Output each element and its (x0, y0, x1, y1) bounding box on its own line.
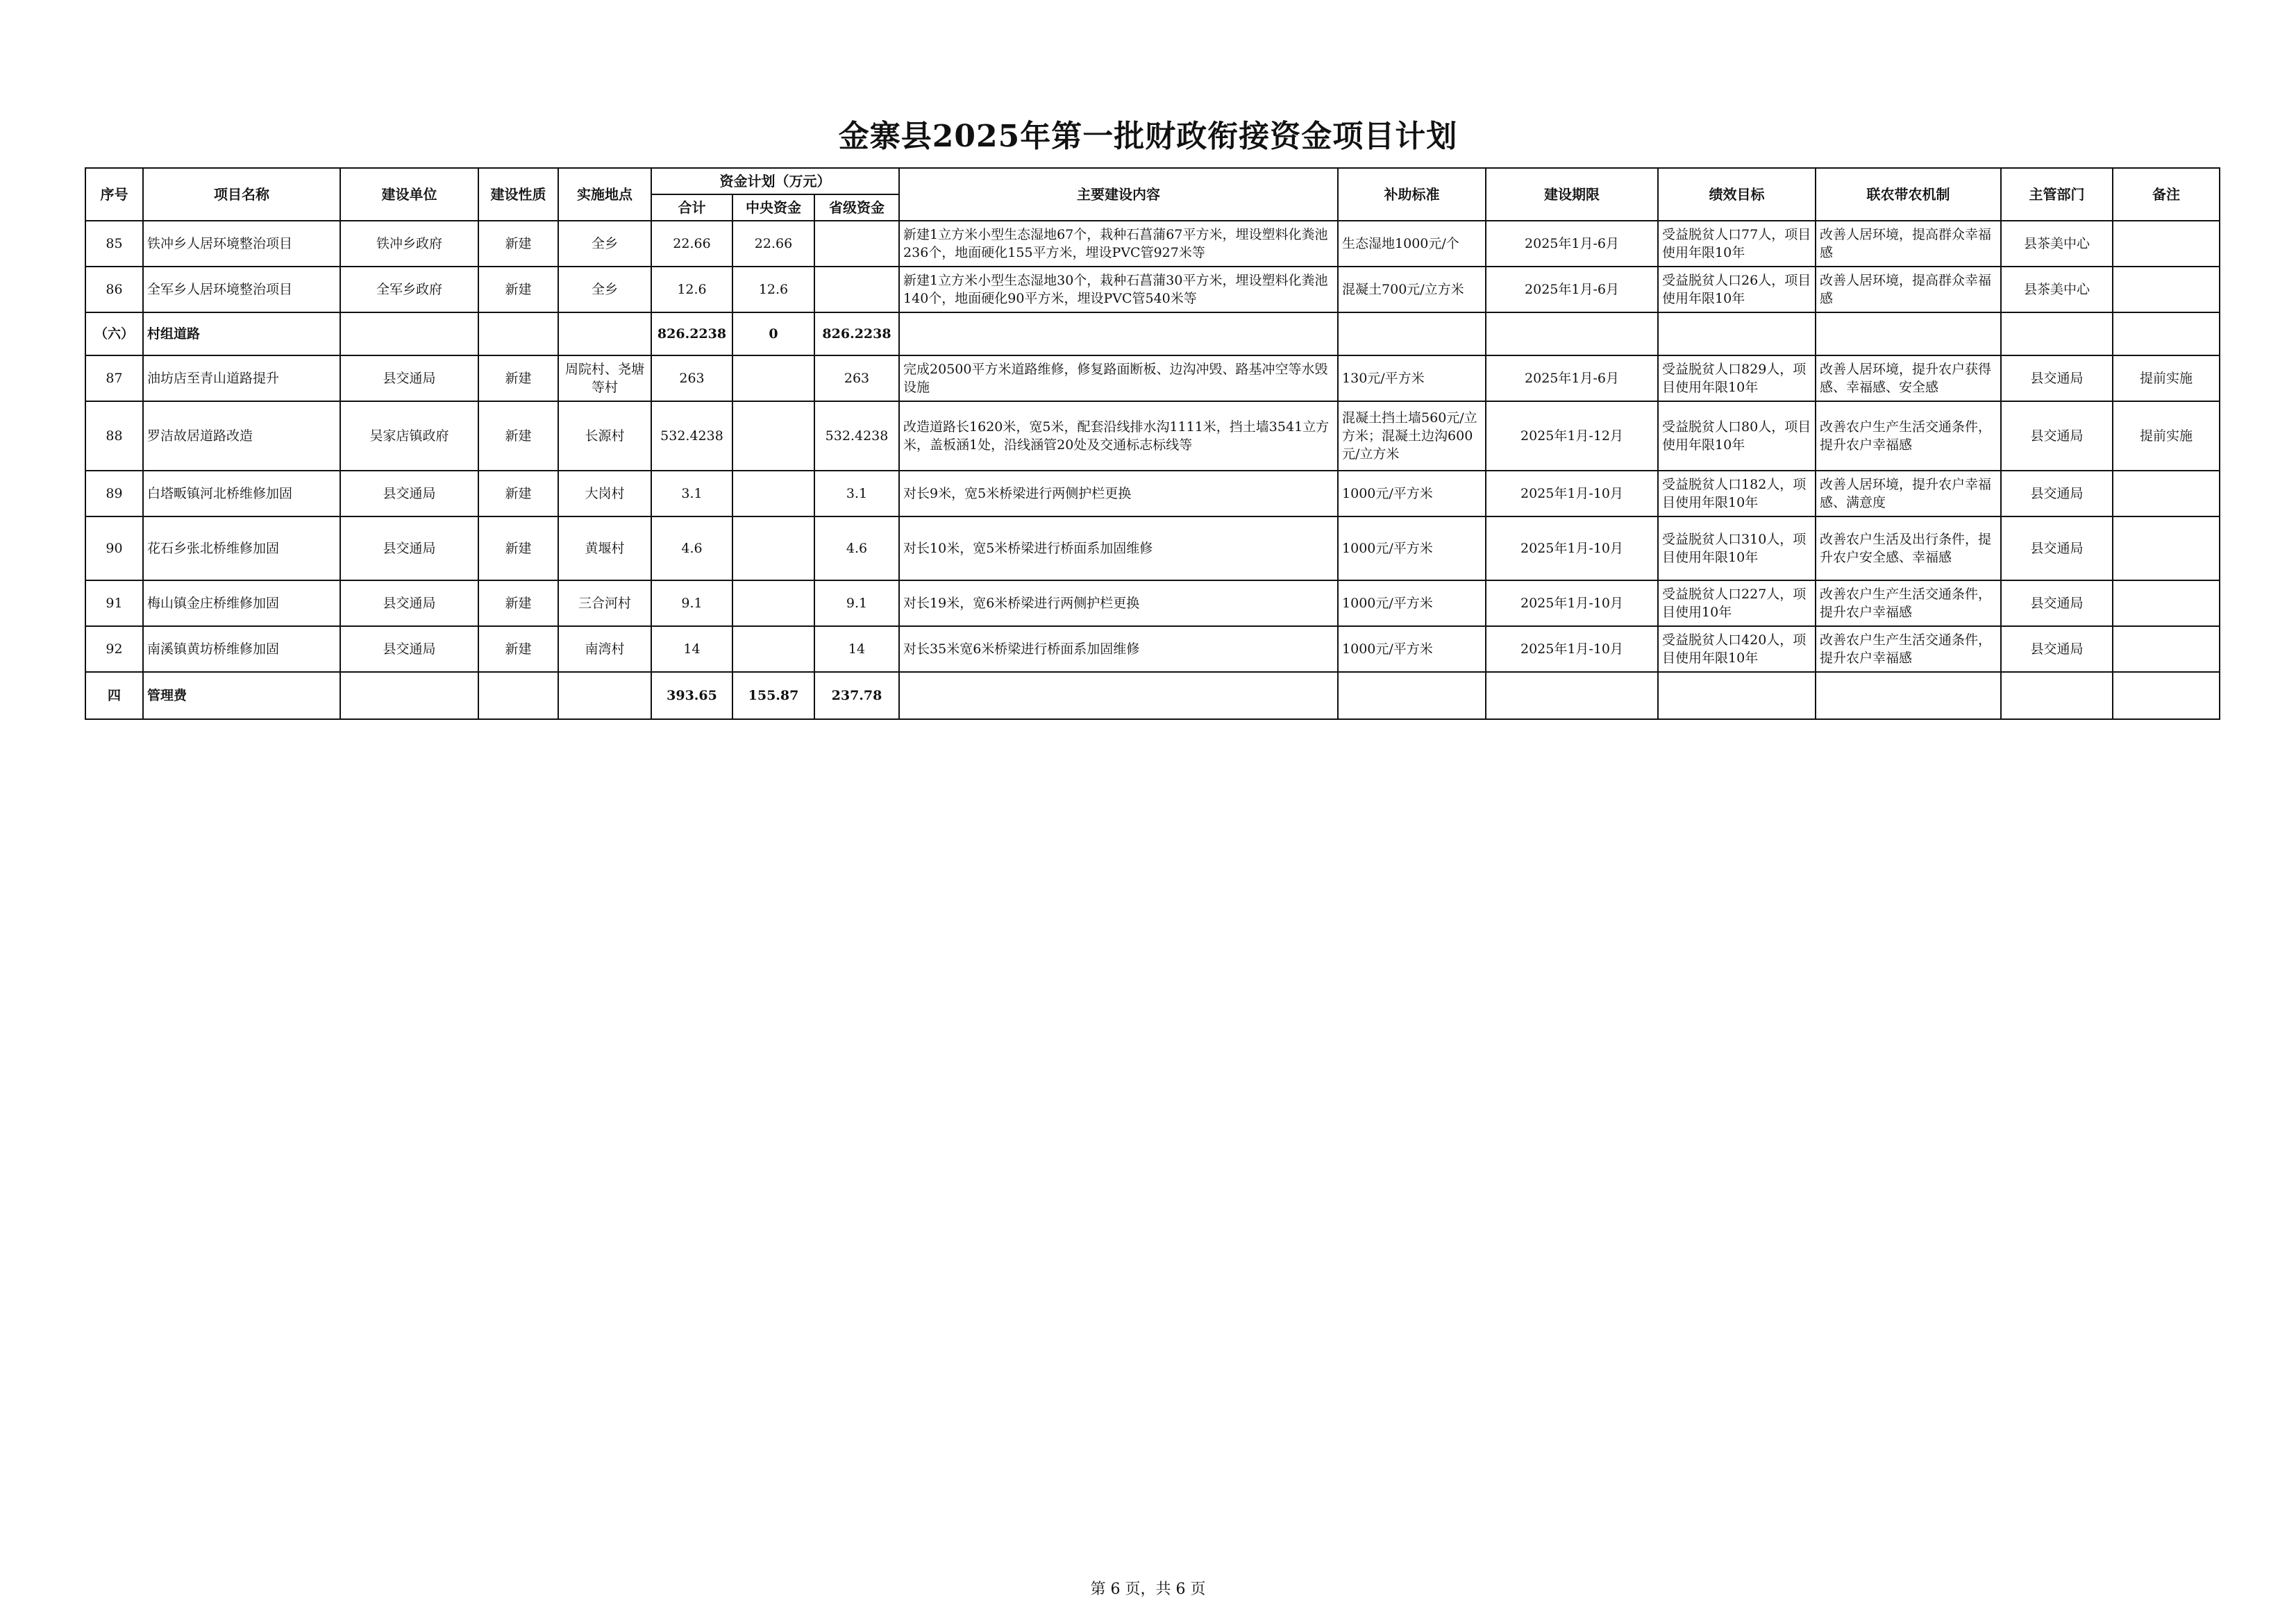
cell-provincial: 263 (814, 355, 899, 401)
cell-content: 新建1立方米小型生态湿地30个，栽种石菖蒲30平方米，埋设塑料化粪池140个，地面硬化90平方米，埋设PVC管540米等 (899, 267, 1338, 312)
empty-cell (899, 672, 1338, 719)
table-row (85, 516, 2220, 580)
cell-mechanism: 改善农户生产生活交通条件，提升农户幸福感 (1816, 626, 2001, 672)
cell-content: 新建1立方米小型生态湿地67个，栽种石菖蒲67平方米，埋设塑料化粪池236个，地面硬化155平方米，埋设PVC管927米等 (899, 221, 1338, 267)
empty-cell (2113, 312, 2220, 355)
header-content: 主要建设内容 (899, 168, 1338, 221)
cell-dept: 县交通局 (2001, 471, 2113, 516)
cell-content: 对长19米，宽6米桥梁进行两侧护栏更换 (899, 580, 1338, 626)
empty-cell (1486, 312, 1658, 355)
section-central: 0 (732, 312, 814, 355)
cell-seq: 90 (85, 516, 143, 580)
cell-total: 532.4238 (651, 401, 732, 471)
cell-unit: 县交通局 (340, 355, 478, 401)
cell-central (732, 401, 814, 471)
empty-cell (1658, 672, 1816, 719)
header-central: 中央资金 (732, 194, 814, 221)
cell-provincial (814, 221, 899, 267)
cell-total: 4.6 (651, 516, 732, 580)
cell-seq: 87 (85, 355, 143, 401)
empty-cell (899, 312, 1338, 355)
cell-place: 全乡 (558, 267, 651, 312)
header-mechanism: 联农带农机制 (1816, 168, 2001, 221)
header-fund-plan: 资金计划（万元） (651, 168, 899, 194)
empty-cell (1816, 312, 2001, 355)
cell-mechanism: 改善农户生产生活交通条件，提升农户幸福感 (1816, 580, 2001, 626)
section-row-management-fee (85, 672, 2220, 719)
page-footer: 第 6 页，共 6 页 (1090, 1581, 1206, 1598)
cell-dept: 县交通局 (2001, 401, 2113, 471)
cell-target: 受益脱贫人口77人，项目使用年限10年 (1658, 221, 1816, 267)
section-name: 村组道路 (143, 312, 340, 355)
header-dept: 主管部门 (2001, 168, 2113, 221)
cell-note (2113, 626, 2220, 672)
cell-central (732, 580, 814, 626)
cell-place: 黄堰村 (558, 516, 651, 580)
cell-content: 对长35米宽6米桥梁进行桥面系加固维修 (899, 626, 1338, 672)
cell-note: 提前实施 (2113, 401, 2220, 471)
cell-period: 2025年1月-6月 (1486, 355, 1658, 401)
cell-total: 3.1 (651, 471, 732, 516)
cell-place: 大岗村 (558, 471, 651, 516)
cell-provincial: 532.4238 (814, 401, 899, 471)
cell-central: 22.66 (732, 221, 814, 267)
cell-nature: 新建 (478, 471, 558, 516)
header-subsidy: 补助标准 (1338, 168, 1486, 221)
empty-cell (558, 312, 651, 355)
cell-central (732, 626, 814, 672)
cell-provincial (814, 267, 899, 312)
cell-nature: 新建 (478, 626, 558, 672)
cell-provincial: 9.1 (814, 580, 899, 626)
cell-nature: 新建 (478, 516, 558, 580)
section-seq: 四 (85, 672, 143, 719)
empty-cell (1338, 312, 1486, 355)
cell-subsidy: 生态湿地1000元/个 (1338, 221, 1486, 267)
cell-content: 对长9米，宽5米桥梁进行两侧护栏更换 (899, 471, 1338, 516)
cell-dept: 县茶美中心 (2001, 221, 2113, 267)
cell-name: 南溪镇黄坊桥维修加固 (143, 626, 340, 672)
header-name: 项目名称 (143, 168, 340, 221)
empty-cell (340, 312, 478, 355)
cell-target: 受益脱贫人口420人，项目使用年限10年 (1658, 626, 1816, 672)
empty-cell (2001, 672, 2113, 719)
cell-target: 受益脱贫人口227人，项目使用10年 (1658, 580, 1816, 626)
cell-note (2113, 580, 2220, 626)
cell-content: 对长10米，宽5米桥梁进行桥面系加固维修 (899, 516, 1338, 580)
cell-place: 长源村 (558, 401, 651, 471)
cell-name: 梅山镇金庄桥维修加固 (143, 580, 340, 626)
cell-period: 2025年1月-6月 (1486, 267, 1658, 312)
cell-provincial: 4.6 (814, 516, 899, 580)
header-note: 备注 (2113, 168, 2220, 221)
header-unit: 建设单位 (340, 168, 478, 221)
page-title: 金寨县2025年第一批财政衔接资金项目计划 (838, 119, 1458, 154)
cell-unit: 全军乡政府 (340, 267, 478, 312)
cell-seq: 92 (85, 626, 143, 672)
cell-mechanism: 改善人居环境，提高群众幸福感 (1816, 267, 2001, 312)
cell-subsidy: 1000元/平方米 (1338, 516, 1486, 580)
cell-name: 白塔畈镇河北桥维修加固 (143, 471, 340, 516)
cell-note (2113, 516, 2220, 580)
cell-target: 受益脱贫人口310人，项目使用年限10年 (1658, 516, 1816, 580)
cell-dept: 县交通局 (2001, 580, 2113, 626)
table-row (85, 355, 2220, 401)
header-period: 建设期限 (1486, 168, 1658, 221)
cell-target: 受益脱贫人口26人，项目使用年限10年 (1658, 267, 1816, 312)
cell-subsidy: 1000元/平方米 (1338, 580, 1486, 626)
table-row (85, 626, 2220, 672)
table-row (85, 267, 2220, 312)
cell-place: 南湾村 (558, 626, 651, 672)
cell-nature: 新建 (478, 401, 558, 471)
cell-nature: 新建 (478, 267, 558, 312)
cell-place: 全乡 (558, 221, 651, 267)
cell-note (2113, 267, 2220, 312)
empty-cell (558, 672, 651, 719)
cell-period: 2025年1月-12月 (1486, 401, 1658, 471)
cell-unit: 县交通局 (340, 471, 478, 516)
cell-target: 受益脱贫人口829人，项目使用年限10年 (1658, 355, 1816, 401)
header-provincial: 省级资金 (814, 194, 899, 221)
cell-subsidy: 混凝土700元/立方米 (1338, 267, 1486, 312)
cell-unit: 县交通局 (340, 626, 478, 672)
project-plan-table (85, 167, 2220, 720)
cell-nature: 新建 (478, 580, 558, 626)
cell-total: 12.6 (651, 267, 732, 312)
empty-cell (478, 312, 558, 355)
header-nature: 建设性质 (478, 168, 558, 221)
section-row-village-roads (85, 312, 2220, 355)
empty-cell (1338, 672, 1486, 719)
cell-dept: 县交通局 (2001, 516, 2113, 580)
empty-cell (478, 672, 558, 719)
cell-period: 2025年1月-10月 (1486, 580, 1658, 626)
cell-dept: 县交通局 (2001, 626, 2113, 672)
cell-unit: 吴家店镇政府 (340, 401, 478, 471)
cell-unit: 县交通局 (340, 580, 478, 626)
cell-name: 花石乡张北桥维修加固 (143, 516, 340, 580)
cell-central (732, 355, 814, 401)
cell-central: 12.6 (732, 267, 814, 312)
section-total: 826.2238 (651, 312, 732, 355)
cell-note: 提前实施 (2113, 355, 2220, 401)
cell-unit: 铁冲乡政府 (340, 221, 478, 267)
cell-mechanism: 改善农户生活及出行条件，提升农户安全感、幸福感 (1816, 516, 2001, 580)
cell-note (2113, 221, 2220, 267)
section-seq: （六） (85, 312, 143, 355)
section-provincial: 237.78 (814, 672, 899, 719)
cell-target: 受益脱贫人口182人，项目使用年限10年 (1658, 471, 1816, 516)
cell-nature: 新建 (478, 221, 558, 267)
cell-period: 2025年1月-10月 (1486, 626, 1658, 672)
table-row (85, 221, 2220, 267)
cell-place: 三合河村 (558, 580, 651, 626)
cell-subsidy: 1000元/平方米 (1338, 626, 1486, 672)
section-central: 155.87 (732, 672, 814, 719)
empty-cell (1658, 312, 1816, 355)
empty-cell (2001, 312, 2113, 355)
cell-seq: 91 (85, 580, 143, 626)
header-total: 合计 (651, 194, 732, 221)
cell-content: 改造道路长1620米，宽5米，配套沿线排水沟1111米，挡土墙3541立方米，盖板涵1处，沿线涵管20处及交通标志标线等 (899, 401, 1338, 471)
cell-unit: 县交通局 (340, 516, 478, 580)
cell-seq: 88 (85, 401, 143, 471)
cell-nature: 新建 (478, 355, 558, 401)
empty-cell (1486, 672, 1658, 719)
cell-content: 完成20500平方米道路维修，修复路面断板、边沟冲毁、路基冲空等水毁设施 (899, 355, 1338, 401)
section-name: 管理费 (143, 672, 340, 719)
cell-target: 受益脱贫人口80人，项目使用年限10年 (1658, 401, 1816, 471)
table-row (85, 471, 2220, 516)
table-row (85, 580, 2220, 626)
cell-total: 9.1 (651, 580, 732, 626)
cell-seq: 85 (85, 221, 143, 267)
cell-name: 油坊店至青山道路提升 (143, 355, 340, 401)
cell-period: 2025年1月-10月 (1486, 516, 1658, 580)
cell-subsidy: 混凝土挡土墙560元/立方米；混凝土边沟600元/立方米 (1338, 401, 1486, 471)
section-provincial: 826.2238 (814, 312, 899, 355)
cell-total: 14 (651, 626, 732, 672)
cell-dept: 县茶美中心 (2001, 267, 2113, 312)
cell-subsidy: 130元/平方米 (1338, 355, 1486, 401)
section-total: 393.65 (651, 672, 732, 719)
cell-seq: 89 (85, 471, 143, 516)
cell-mechanism: 改善人居环境，提升农户幸福感、满意度 (1816, 471, 2001, 516)
empty-cell (2113, 672, 2220, 719)
cell-total: 22.66 (651, 221, 732, 267)
cell-provincial: 14 (814, 626, 899, 672)
cell-name: 全军乡人居环境整治项目 (143, 267, 340, 312)
cell-name: 铁冲乡人居环境整治项目 (143, 221, 340, 267)
cell-name: 罗洁故居道路改造 (143, 401, 340, 471)
header-target: 绩效目标 (1658, 168, 1816, 221)
header-seq: 序号 (85, 168, 143, 221)
cell-provincial: 3.1 (814, 471, 899, 516)
cell-period: 2025年1月-10月 (1486, 471, 1658, 516)
cell-dept: 县交通局 (2001, 355, 2113, 401)
cell-period: 2025年1月-6月 (1486, 221, 1658, 267)
cell-mechanism: 改善人居环境，提升农户获得感、幸福感、安全感 (1816, 355, 2001, 401)
cell-note (2113, 471, 2220, 516)
empty-cell (1816, 672, 2001, 719)
cell-subsidy: 1000元/平方米 (1338, 471, 1486, 516)
cell-central (732, 471, 814, 516)
table-row (85, 401, 2220, 471)
cell-mechanism: 改善人居环境，提高群众幸福感 (1816, 221, 2001, 267)
cell-central (732, 516, 814, 580)
header-place: 实施地点 (558, 168, 651, 221)
cell-seq: 86 (85, 267, 143, 312)
cell-mechanism: 改善农户生产生活交通条件，提升农户幸福感 (1816, 401, 2001, 471)
empty-cell (340, 672, 478, 719)
cell-total: 263 (651, 355, 732, 401)
cell-place: 周院村、尧塘等村 (558, 355, 651, 401)
